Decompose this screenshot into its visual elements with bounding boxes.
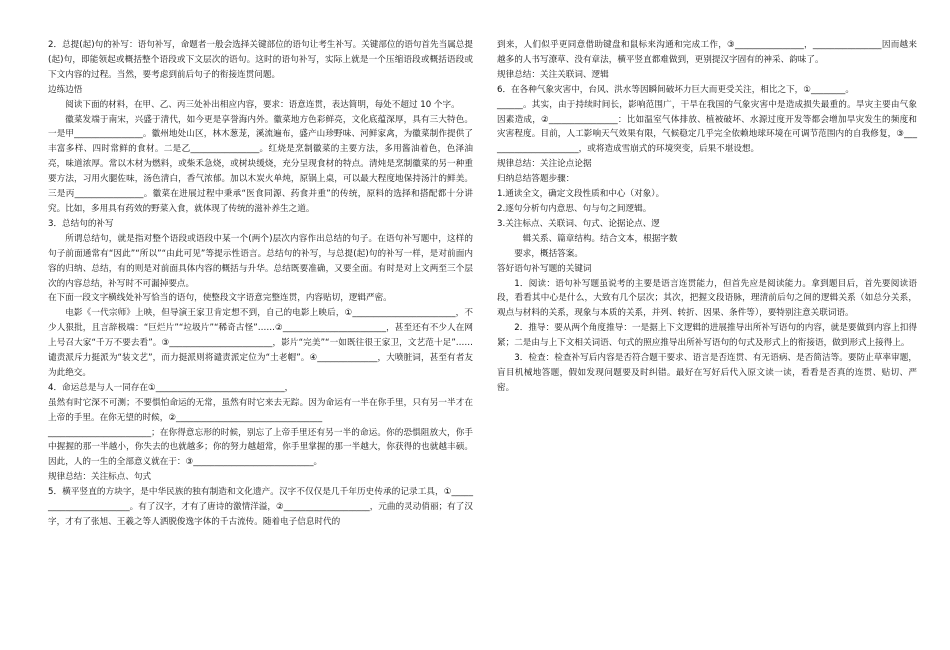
step-3-cont-2: 要求，概括答案。: [514, 248, 583, 259]
section-3-heading: 3．总结句的补写: [48, 218, 114, 229]
keyword-reading: 1．阅读：语句补写题虽说考的主要是语言连贯能力，但首先应是阅读能力。拿到题目后，首先要阅读语段，看看其中心是什么，大致有几个层次；其次，把握文段语脉，理清前后句之间的逻辑关系（如总分关系，观点与材料的关系，现象与本质的关系，并列、转折、因果、条件等），要特别注意关联词语。: [497, 278, 917, 319]
practice-heading: 边练边悟: [48, 84, 83, 95]
keywords-heading: 答好语句补写题的关键词: [497, 263, 592, 274]
question-6-line1: 6．在各种气象灾害中，台风、洪水等因瞬间破坏力巨大而更受关注，相比之下，①________。: [497, 84, 854, 95]
rule-summary-logic: 规律总结：关注关联词、逻辑: [497, 69, 609, 80]
fate-question-line1: 4．命运总是与人一同存在①______________________________，: [48, 382, 294, 393]
exercise-instruction: 阅读下面的材料，在甲、乙、丙三处补出相应内容，要求：语意连贯，表达简明，每处不超过 10 个字。: [65, 99, 460, 110]
hui-cuisine-passage: 徽菜发端于南宋，兴盛于清代，如今更是享誉海内外。徽菜地方色彩鲜亮，文化底蕴深厚，具有三大特色。一是甲________________。徽州地处山区，林木葱茏，溪流遍布，盛产山珍野味、河鲜家禽，为徽菜制作提供了丰富多样、四时常鲜的食材。二是乙________________。红烧是烹制徽菜的主要方法，多用酱油着色，色泽油亮，味道浓厚。常以木材为燃料，或柴禾急烧，或树块缓烧，充分呈现食材的特点。清炖是烹制徽菜的另一种重要方法，习用火腿佐味，汤色清白，香气浓郁。加以木炭火单炖，原锅上桌，可以最大程度地保持汤汁的鲜美。三是丙________________。徽菜在进展过程中秉承“医食同源、药食并重”的传统，原料的选择和搭配都十分讲究。比如，多用具有药效的野菜入食，就体现了传统的滋补养生之道。: [48, 114, 473, 214]
fill-in-instruction: 在下面一段文字横线处补写恰当的语句，使整段文字语意完整连贯，内容贴切，逻辑严密。: [48, 293, 392, 304]
fate-question-line3: ________________________；在你得意忘形的时候，别忘了上帝手里还有另一半的命运。你的恐惧阻放大，你手中握握的那一半越小，你失去的也就越多；你的努力越超常，你手里掌握的那一半越大，你获得的也就越丰硕。因此，人的一生的全部意义就在于：③____________________________。: [48, 427, 473, 468]
section-2-topic-sentence: 2．总提(起)句的补写：语句补写，命题者一般会选择关键部位的语句让考生补写。关键部位的语句首先当属总提(起)句，即能领起或概括整个语段或下文层次的语句。这时的语句补写，实际上就是一个压缩语段或概括语段或下文内容的过程。当然，要考虑到前后句子的衔接连贯问题。: [48, 40, 473, 80]
keyword-checking: 3．检查：检查补写后内容是否符合题干要求、语言是否连贯、有无语病、是否简洁等。要防止草率审题，盲目机械地答题，假如发现问题要及时纠错。最好在写好后代入原文读一读，看看是否真的连贯、贴切、严密。: [497, 353, 917, 393]
step-3-cont-1: 辑关系、篇章结构。结合文本，根据字数: [522, 233, 678, 244]
rule-summary-argument: 规律总结：关注论点论据: [497, 159, 592, 170]
rule-summary-punctuation: 规律总结：关注标点、句式: [48, 472, 152, 483]
steps-heading: 归纳总结答题步骤：: [497, 174, 575, 185]
right-column: [497, 38, 917, 396]
question-6-passage: ______。其实，由于持续时间长，影响范围广，干旱在我国的气象灾害中是造成损失最重的。旱灾主要由气象因素造成，②________________：比如温室气体排放、植被破坏、水源过度开发等都会增加旱灾发生的频度和灾害程度。目前，人工影响天气效果有限，气候稳定几乎完全依赖地球环境在可调节范围内的自我修复，③______________________，或将造成雪崩式的环境突变，后果不堪设想。: [497, 99, 917, 155]
fate-question-line2: 虽然有时它深不可测；不要惧怕命运的无常，虽然有时它来去无踪。因为命运有一半在你手里，只有另一半才在上帝的手里。在你无望的时候，②__________________________________: [48, 397, 473, 423]
step-1: 1.通读全文，确定文段性质和中心（对象）。: [497, 189, 665, 200]
film-passage: 电影《一代宗师》上映，但导演王家卫肯定想不到，自己的电影上映后，①________________________，不少人狠批，且言辞极端：“巨烂片”“垃圾片”“稀奇古怪”……②________________________，甚至还有不少人在网上号召大家“千万不要去看”。③________________________，影片“完美”“一如既往很王家卫，文艺范十足”……谴责派斥力挺派为“装文艺”，而力挺派则将谴责派定位为“土老帽”。④______________，大喷脏词，甚至有者友为此绝交。: [48, 308, 473, 378]
question-5-passage: 5．横平竖直的方块字，是中华民族的独有制造和文化遗产。汉字不仅仅是几千年历史传承的记录工具，①________________________。有了汉字，才有了唐诗的激情洋溢，②____________________，元曲的灵动俏丽；有了汉字，才有了张旭、王羲之等人洒脱俊逸字体的千古流传。随着电子信息时代的: [48, 487, 473, 527]
keyword-deduction: 2．推导：要从两个角度推导：一是据上下文逻辑的进展推导出所补写语句的内容，就是要做到内容上扣得紧；二是由与上下文相关词语、句式的照应推导出所补写语句的句式及形式上的衔接语，做到形式上接得上。: [497, 323, 917, 349]
step-3: 3.关注标点、关联词、句式、论据论点、逻: [497, 218, 660, 229]
left-column: [48, 38, 473, 530]
step-2: 2.逐句分析句内意思、句与句之间逻辑。: [497, 203, 652, 214]
summary-sentence-explanation: 所谓总结句，就是指对整个语段或语段中某一个(两个)层次内容作出总结的句子。在语句补写题中，这样的句子前面通常有“因此”“所以”“由此可见”等提示性语言。总结句的补写，与总提(起)句的补写一样，是对前面内容的归纳、总结，有的则是对前面具体内容的概括与升华。总结既要准确，又要全面。有时是对上文两至三个层次的内容总结，补写时不可漏掉要点。: [48, 233, 473, 289]
question-5-continuation: 到来，人们似乎更同意借助键盘和鼠标来沟通和完成工作，③________________，________________因而越来越多的人书写潦草、没有章法，横平竖直都难做到，更别提汉字固有的神采、韵味了。: [497, 40, 917, 65]
